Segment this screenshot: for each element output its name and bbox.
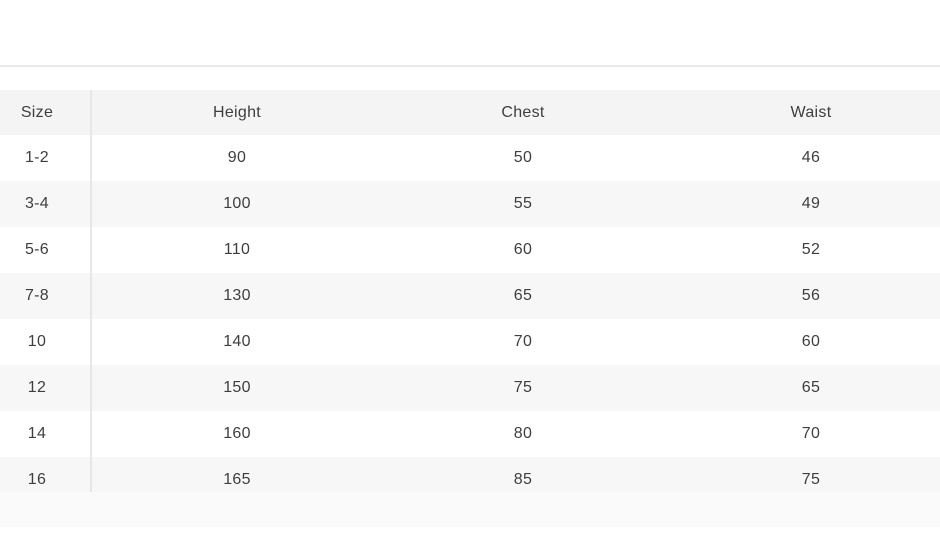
column-header-chest: Chest [501, 103, 545, 121]
table-footer-strip [0, 492, 940, 527]
cell-height: 165 [90, 457, 382, 492]
cell-chest: 70 [513, 333, 533, 350]
table-row [0, 227, 940, 273]
cell-chest: 55 [513, 195, 533, 212]
cell-height: 90 [90, 135, 382, 181]
table-row [0, 365, 940, 411]
cell-chest: 60 [513, 241, 533, 258]
cell-size: 10 [27, 333, 47, 350]
table-header-row [0, 90, 940, 135]
cell-waist: 46 [801, 149, 821, 166]
cell-waist: 56 [801, 287, 821, 304]
column-header-height: Height [90, 90, 382, 135]
table-row [0, 135, 940, 181]
table-row [0, 411, 940, 457]
cell-waist: 70 [801, 425, 821, 442]
size-chart-table-inner [0, 90, 940, 492]
cell-height: 130 [90, 273, 382, 319]
cell-height: 140 [90, 319, 382, 365]
cell-waist: 65 [801, 379, 821, 396]
cell-size: 12 [27, 379, 47, 396]
cell-waist: 60 [801, 333, 821, 350]
cell-size: 3-4 [24, 195, 50, 212]
table-row [0, 457, 940, 492]
cell-chest: 75 [513, 379, 533, 396]
cell-size: 5-6 [24, 241, 50, 258]
cell-chest: 65 [513, 287, 533, 304]
column-header-waist: Waist [790, 103, 832, 121]
table-row [0, 181, 940, 227]
table-row [0, 273, 940, 319]
top-divider [0, 65, 940, 67]
cell-size: 1-2 [24, 149, 50, 166]
cell-waist: 52 [801, 241, 821, 258]
cell-height: 160 [90, 411, 382, 457]
cell-chest: 80 [513, 425, 533, 442]
cell-waist: 75 [801, 471, 821, 488]
cell-size: 14 [27, 425, 47, 442]
cell-size: 7-8 [24, 287, 50, 304]
cell-height: 150 [90, 365, 382, 411]
cell-size: 16 [27, 471, 47, 488]
cell-chest: 50 [513, 149, 533, 166]
cell-height: 110 [90, 227, 382, 273]
size-chart-table [0, 90, 940, 492]
cell-chest: 85 [513, 471, 533, 488]
cell-waist: 49 [801, 195, 821, 212]
cell-height: 100 [90, 181, 382, 227]
column-header-size: Size [20, 103, 54, 121]
table-row [0, 319, 940, 365]
